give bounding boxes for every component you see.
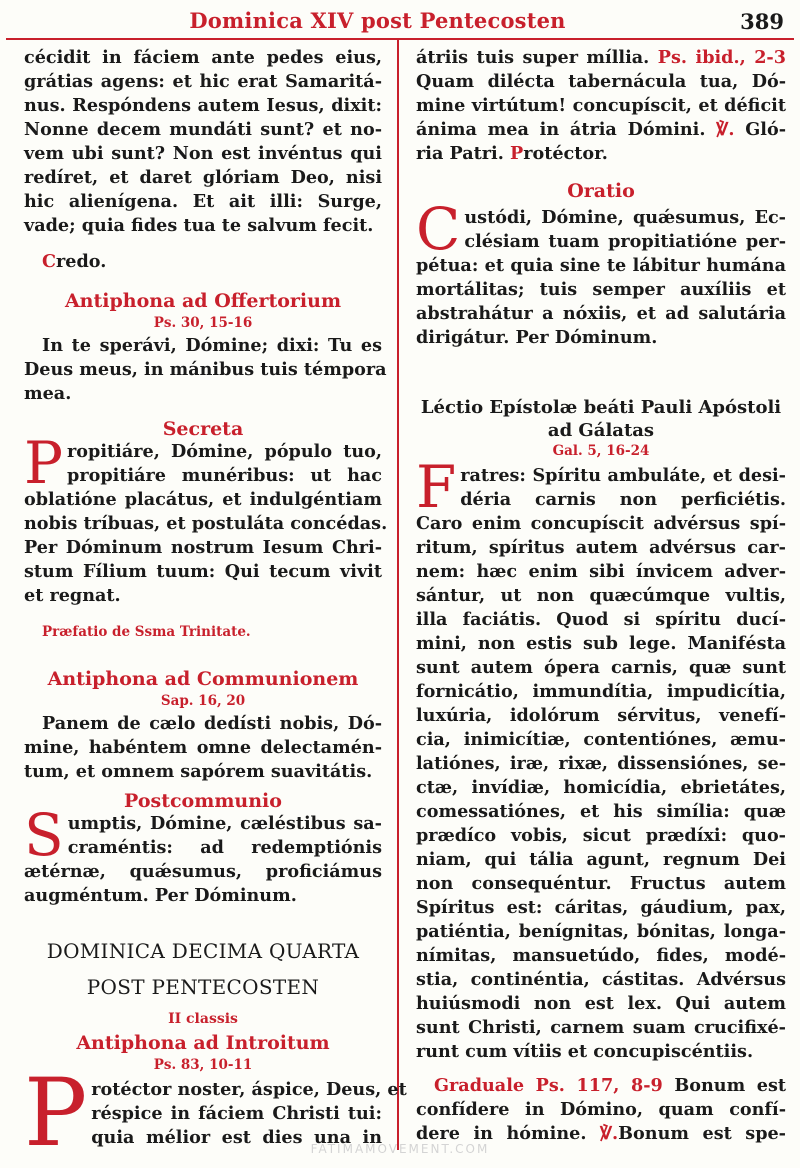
introit-heading: Antiphona ad Introitum [76,1032,330,1054]
gloria-end: ria Patri. [416,143,504,164]
text-line: mine, habéntem omne delectamén- [24,737,382,758]
offertory-reference: Ps. 30, 15-16 [153,315,253,331]
protector-initial: P [509,143,524,164]
graduale-start: Bonum est [674,1075,787,1096]
postcommunion-dropcap: S [24,801,64,869]
text-line: quia mélior est dies una in [91,1127,382,1148]
secreta-heading: Secreta [162,418,244,440]
header-divider [6,38,794,40]
secreta-dropcap: P [24,429,64,497]
text-line: vade; quia fides tua te salvum fecit. [24,215,374,236]
text-line: stum Fílium tuum: Qui tecum vivit [24,561,382,582]
text-line: ritum, spíritus autem advérsus car- [416,537,786,558]
text-line: mine virtútum! concupíscit, et déficit [416,95,786,116]
introit-reference: Ps. 83, 10-11 [153,1057,253,1073]
introit-continuation [416,46,786,166]
preface-rubric: Præfatio de Ssma Trinitate. [42,624,251,640]
text-line: nem: hæc enim sibi ínvicem adver- [416,561,786,582]
offertory-text [24,334,387,406]
text-line: Quam diléctа tabernácula tua, Dó- [416,71,786,92]
text-line [416,46,786,70]
protector-text: rotéctor. [523,143,608,164]
graduale-label: Graduale Ps. 117, 8-9 [434,1075,663,1096]
epistle-dropcap: F [416,453,457,521]
text-line: prædíco vobis, sicut prædíxi: quo- [416,825,786,846]
lection-title-line1: Léctio Epístolæ beáti Pauli Apóstoli [420,397,782,418]
text-line: illa faciátis. Quod si spíritu ducí- [416,609,786,630]
text-line: cia, inimicítiæ, contentiónes, æmu- [416,729,786,750]
text-line: ætérnæ, quǽsumus, proficiámus [24,861,382,882]
text-line: Spíritus est: cáritas, gáudium, pax, [416,897,786,918]
text-line: nímitas, mansuetúdo, fides, modé- [416,945,786,966]
text-line: comessatiónes, et his simília: quæ [416,801,786,822]
text-line: rotéctor noster, áspice, Deus, et [91,1079,407,1100]
text-line: mortálitas; tuis semper auxíliis et [416,279,786,300]
postcommunion-heading: Postcommunio [124,790,282,812]
text-line: augméntum. Per Dóminum. [24,885,297,906]
page-title: Dominica XIV post Pentecosten [189,8,566,33]
text-line: Panem de cælo dedísti nobis, Dó- [42,713,382,734]
column-divider [397,40,399,1150]
text-line: craméntis: ad redemptiónis [67,837,382,858]
offertory-heading: Antiphona ad Offertorium [64,290,342,312]
text-line: ustódi, Dómine, quǽsumus, Ec- [464,207,786,228]
page-header [0,0,800,40]
text-line: niam, qui tália agunt, regnum Dei [416,849,786,870]
text-line: Deus meus, in mánibus tuis témpora [24,359,387,380]
class-label: II classis [168,1011,238,1027]
epistle-text [416,453,786,1064]
graduale-line-end: dere in hómine. [416,1123,587,1144]
text-line: confídere in Dómino, quam confí- [416,1099,786,1120]
versicle-sign: ℣. [600,1123,619,1144]
text-line: Caro enim concupíscit advérsus spí- [416,513,786,534]
text-line [416,1074,786,1098]
text-line: déria carnis non perficiétis. [460,489,786,510]
text-line: nus. Respóndens autem Iesus, dixit: [24,95,382,116]
text-line: redíret, et daret glóriam Deo, nisi [24,167,382,188]
text-line: grátias agens: et hic erat Samaritá- [24,71,382,92]
lection-reference: Gal. 5, 16-24 [552,443,650,459]
oratio-heading: Oratio [567,180,635,202]
right-column [416,44,786,1146]
text-line: clésiam tuam propitiatióne per- [464,231,786,252]
versicle-sign: ℣. [716,119,735,140]
gloria-start: Gló- [745,119,786,140]
communion-heading: Antiphona ad Communionem [47,668,359,690]
text-line: mini, non estis sub lege. Manifésta [416,633,786,654]
text-line: sántur, ut non quæcúmque vultis, [416,585,786,606]
text-line: non consequéntur. Fructus autem [416,873,786,894]
psalm-line-end: ánima mea in átria Dómini. [416,119,706,140]
text-line: propitiáre munéribus: ut hac [67,465,382,486]
text-line: ropitiáre, Dómine, pópulo tuo, [67,441,382,462]
text-line: et regnat. [24,585,121,606]
text-line: luxúria, idolórum sérvitus, venefí- [416,705,786,726]
text-line [416,142,786,166]
watermark: FATIMAMOVEMENT.COM [310,1142,490,1156]
introit-dropcap: P [24,1059,88,1168]
text-line: mea. [24,383,72,404]
text-line: cécidit in fáciem ante pedes eius, [24,47,382,68]
text-line: latiónes, iræ, rixæ, dissensiónes, se- [416,753,786,774]
text-line: abstrahátur a nóxiis, et ad salutária [416,303,786,324]
text-line: sunt Christi, carnem suam crucifixé- [416,1017,786,1038]
text-line: Per Dóminum nostrum Iesum Chri- [24,537,382,558]
credo-text: redo. [56,251,107,272]
text-line: réspice in fáciem Christi tui: [91,1103,382,1124]
lection-title-line2: ad Gálatas [547,420,655,441]
page-number: 389 [740,9,784,34]
text-line: In te sperávi, Dómine; dixi: Tu es [42,335,382,356]
text-line: vem ubi sunt? Non est invéntus qui [24,143,382,164]
communion-reference: Sap. 16, 20 [160,693,246,709]
text-line: runt cum vítiis et concupiscéntiis. [416,1041,754,1062]
text-line: Nonne decem mundáti sunt? et no- [24,119,382,140]
text-line: ratres: Spíritu ambuláte, et desi- [460,465,786,486]
text-line: dirigátur. Per Dóminum. [416,327,658,348]
text-line [416,118,786,142]
graduale-versicle-text: Bonum est spe- [618,1123,786,1144]
graduale-text [416,1074,786,1146]
text-line: patiéntia, benígnitas, bónitas, longa- [416,921,786,942]
communion-text [24,712,382,784]
text-line: umptis, Dómine, cæléstibus sa- [67,813,382,834]
oratio-text [416,195,786,350]
text-line: nobis tríbuas, et postuláta concédas. [24,513,388,534]
text-line: sunt autem ópera carnis, quæ sunt [416,657,786,678]
gospel-ending [24,46,382,238]
text-line: pétua: et quia sine te lábitur humána [416,255,786,276]
sunday-title-line1: DOMINICA DECIMA QUARTA [46,939,360,963]
text-line: fornicátio, immundítia, impudicítia, [416,681,786,702]
text-line: oblatióne placátus, et indulgéntiam [24,489,382,510]
credo-rubric [24,250,382,274]
text-line: stia, continéntia, cástitas. Advérsus [416,969,786,990]
text-line: tum, et omnem sapórem suavitátis. [24,761,373,782]
text-line: huiúsmodi non est lex. Qui autem [416,993,786,1014]
sunday-title-line2: POST PENTECOSTEN [86,975,320,999]
text-line: ctæ, invídiæ, homicídia, ebrietátes, [416,777,786,798]
introit-psalm-reference: Ps. ibid., 2-3 [657,47,786,68]
text-line: hic alienígena. Et ait illi: Surge, [24,191,382,212]
oratio-dropcap: C [416,195,461,263]
introit-cont-text: átriis tuis super míllia. [416,47,650,68]
credo-initial: C [42,251,57,272]
